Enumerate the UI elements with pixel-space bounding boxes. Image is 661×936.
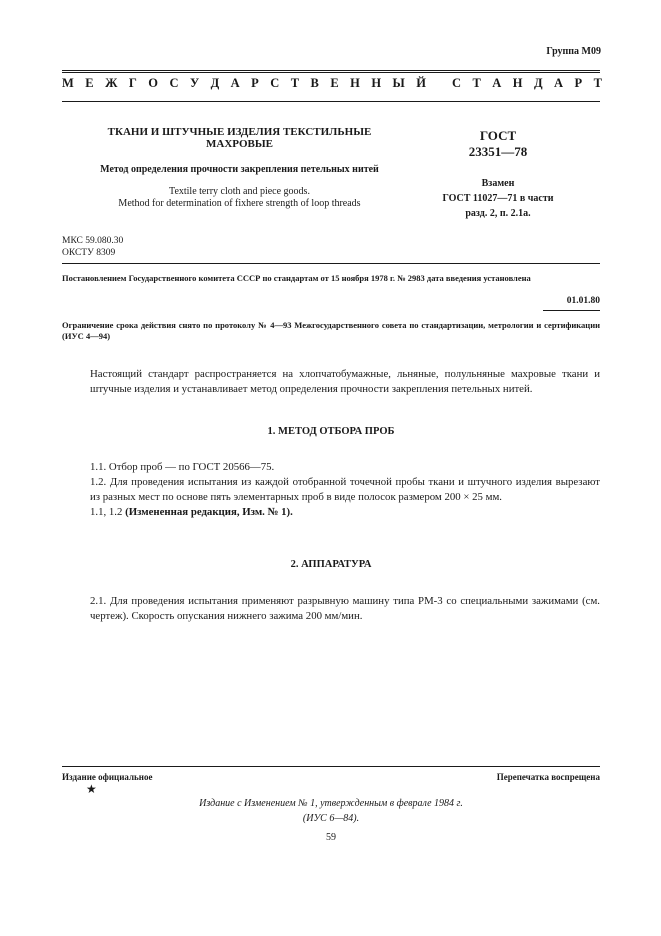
okstu-code: ОКСТУ 8309 — [62, 248, 116, 258]
banner-letter: У — [189, 76, 200, 90]
reprint-prohibited-label: Перепечатка воспрещена — [496, 772, 600, 782]
banner-letter: С — [452, 76, 462, 90]
replace-line2: разд. 2, п. 2.1а. — [465, 208, 531, 219]
clause-1-1: 1.1. Отбор проб — по ГОСТ 20566—75. — [90, 461, 275, 473]
clause-2-1: 2.1. Для проведения испытания применяют разрывную машину типа РМ-3 со специальными зажимами (см. чертеж). Скорость опускания нижнего зажима 200 мм/мин. — [90, 595, 600, 622]
footer-rule — [62, 766, 600, 767]
title-ru-line1: ТКАНИ И ШТУЧНЫЕ ИЗДЕЛИЯ ТЕКСТИЛЬНЫЕ — [107, 126, 372, 138]
standard-title-ru — [62, 126, 417, 150]
banner-letter: А — [554, 76, 564, 90]
page-number: 59 — [326, 832, 336, 843]
banner-letter: Н — [512, 76, 523, 90]
amendment-clauses: 1.1, 1.2 — [90, 506, 126, 518]
group-code: Группа М09 — [546, 46, 601, 57]
banner-letter: Р — [574, 76, 583, 90]
intro-text: Настоящий стандарт распространяется на хлопчатобумажные, льняные, полульняные махровые ткани и штучные изделия и устанавливает метод определения прочности закрепления петельных нитей. — [90, 368, 600, 395]
official-edition-label: Издание официальное — [62, 772, 153, 782]
banner-letter: В — [310, 76, 319, 90]
clause-1-2: 1.2. Для проведения испытания из каждой отобранной точечной пробы ткани и штучного изделия вырезают из разных мест по основе пять элементарных проб в виде полосок размером 200 × 25 мм. — [90, 476, 600, 503]
decree-text: Постановлением Государственного комитета СССР по стандартам от 15 ноября 1978 г. № 2983 дата введения установлена — [62, 273, 531, 283]
title-ru-line2: МАХРОВЫЕ — [206, 138, 273, 150]
mks-code: МКС 59.080.30 — [62, 236, 124, 246]
edition-line1: Издание с Изменением № 1, утвержденным в феврале 1984 г. — [199, 798, 463, 809]
top-rule-1 — [62, 70, 600, 71]
banner-letter: А — [492, 76, 502, 90]
banner-letter: Р — [251, 76, 259, 90]
banner-letter: Д — [210, 76, 220, 90]
intro-paragraph — [62, 367, 600, 397]
replaces-block — [418, 176, 578, 221]
gost-designation — [418, 128, 578, 160]
banner-letter: Ы — [392, 76, 405, 90]
banner-letter: С — [169, 76, 179, 90]
amendment-note: (Измененная редакция, Изм. № 1). — [125, 506, 293, 518]
banner-bottom-rule — [62, 101, 600, 102]
title-en-line1: Textile terry cloth and piece goods. — [169, 186, 310, 197]
interstate-standard-banner — [62, 76, 602, 91]
section-1-heading: 1. МЕТОД ОТБОРА ПРОБ — [267, 426, 395, 437]
codes-bottom-rule — [62, 263, 600, 264]
banner-letter — [437, 76, 440, 91]
banner-letter: Н — [350, 76, 360, 90]
standard-subtitle-ru: Метод определения прочности закрепления петельных нитей — [100, 164, 379, 175]
introduction-date: 01.01.80 — [566, 296, 600, 306]
banner-letter: Е — [85, 76, 94, 90]
star-icon: ★ — [86, 782, 97, 796]
banner-letter: Т — [290, 76, 300, 90]
classification-codes — [62, 235, 123, 259]
top-rule-2 — [62, 72, 600, 73]
banner-letter: Д — [533, 76, 543, 90]
replace-label: Взамен — [481, 178, 515, 189]
banner-letter: Ж — [105, 76, 118, 90]
banner-letter: М — [62, 76, 74, 90]
section-1-body — [62, 460, 600, 520]
banner-letter: Т — [593, 76, 602, 90]
edition-note — [62, 796, 600, 826]
title-en-line2: Method for determination of fixhere strength of loop threads — [118, 198, 361, 209]
banner-letter: Й — [416, 76, 426, 90]
date-underline — [543, 310, 600, 311]
banner-letter: С — [270, 76, 280, 90]
clause-amendment-note — [62, 505, 600, 520]
replace-line1: ГОСТ 11027—71 в части — [442, 193, 554, 204]
standard-title-en — [62, 186, 417, 210]
banner-letter: Г — [128, 76, 137, 90]
banner-letter: О — [148, 76, 159, 90]
limit-removal-text: Ограничение срока действия снято по протоколу № 4—93 Межгосударственного совета по стандартизации, метрологии и сертификации (ИУС 4—94) — [62, 320, 600, 341]
gost-number: 23351—78 — [468, 144, 528, 159]
banner-letter: Н — [371, 76, 382, 90]
edition-line2: (ИУС 6—84). — [302, 813, 360, 824]
gost-label: ГОСТ — [479, 128, 517, 143]
banner-letter: Е — [330, 76, 339, 90]
banner-letter: А — [230, 76, 240, 90]
section-2-heading: 2. АППАРАТУРА — [290, 559, 372, 570]
section-2-body — [62, 594, 600, 624]
banner-letter: Т — [472, 76, 481, 90]
